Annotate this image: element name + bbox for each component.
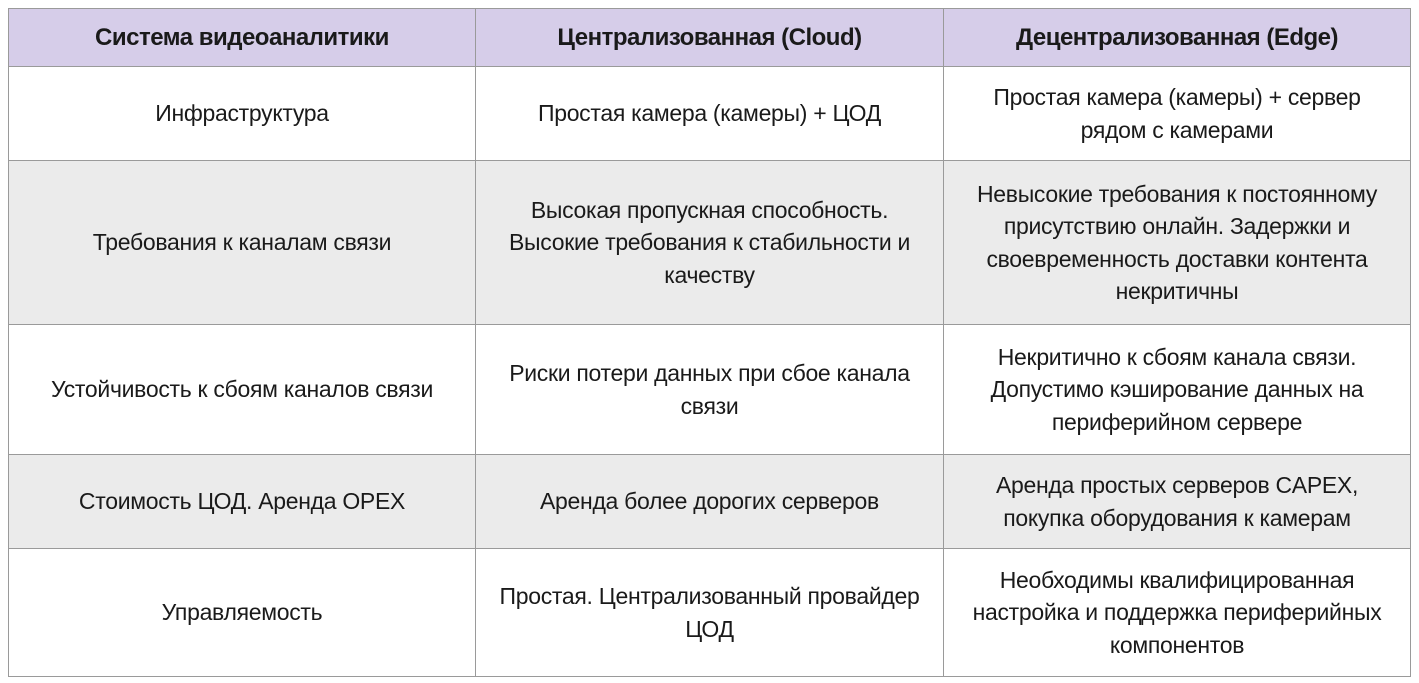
row-label: Требования к каналам связи <box>92 229 392 256</box>
row-label: Управляемость <box>161 599 323 626</box>
edge-value: Невысокие требования к постоянному присутствию онлайн. Задержки и своевременность доставки контента некритичны <box>976 181 1378 304</box>
row-label-cell <box>9 455 476 549</box>
row-label-cell <box>9 325 476 455</box>
table-row <box>9 67 1411 161</box>
row-label: Устойчивость к сбоям каналов связи <box>50 376 434 403</box>
table-header <box>9 9 1411 67</box>
table-row <box>9 161 1411 325</box>
edge-cell <box>944 455 1411 549</box>
row-label: Инфраструктура <box>155 100 329 127</box>
cloud-cell <box>476 455 944 549</box>
row-label: Стоимость ЦОД. Аренда OPEX <box>78 488 406 515</box>
cloud-value: Высокая пропускная способность. Высокие требования к стабильности и качеству <box>508 197 911 288</box>
header-cell-edge: Децентрализованная (Edge) <box>944 9 1411 67</box>
cloud-cell <box>476 325 944 455</box>
comparison-table <box>8 8 1411 677</box>
cloud-value: Простая. Централизованный провайдер ЦОД <box>499 583 920 642</box>
edge-cell <box>944 325 1411 455</box>
cloud-cell <box>476 67 944 161</box>
header-cell-system: Система видеоаналитики <box>9 9 476 67</box>
edge-cell <box>944 67 1411 161</box>
cloud-value: Аренда более дорогих серверов <box>540 488 879 515</box>
row-label-cell <box>9 549 476 677</box>
row-label-cell <box>9 161 476 325</box>
edge-value: Аренда простых серверов CAPEX, покупка оборудования к камерам <box>995 472 1359 531</box>
table-row <box>9 549 1411 677</box>
header-cell-cloud: Централизованная (Cloud) <box>476 9 944 67</box>
edge-value: Некритично к сбоям канала связи. Допустимо кэширование данных на периферийном сервере <box>990 344 1364 435</box>
cloud-value: Риски потери данных при сбое канала связи <box>509 360 910 419</box>
table-row <box>9 455 1411 549</box>
header-row <box>9 9 1411 67</box>
comparison-table-container <box>8 8 1410 677</box>
cloud-cell <box>476 549 944 677</box>
edge-cell <box>944 161 1411 325</box>
cloud-value: Простая камера (камеры) + ЦОД <box>537 100 882 127</box>
edge-value: Необходимы квалифицированная настройка и поддержка периферийных компонентов <box>972 567 1382 658</box>
row-label-cell <box>9 67 476 161</box>
edge-value: Простая камера (камеры) + сервер рядом с камерами <box>993 84 1361 143</box>
edge-cell <box>944 549 1411 677</box>
table-row <box>9 325 1411 455</box>
cloud-cell <box>476 161 944 325</box>
table-body <box>9 67 1411 677</box>
